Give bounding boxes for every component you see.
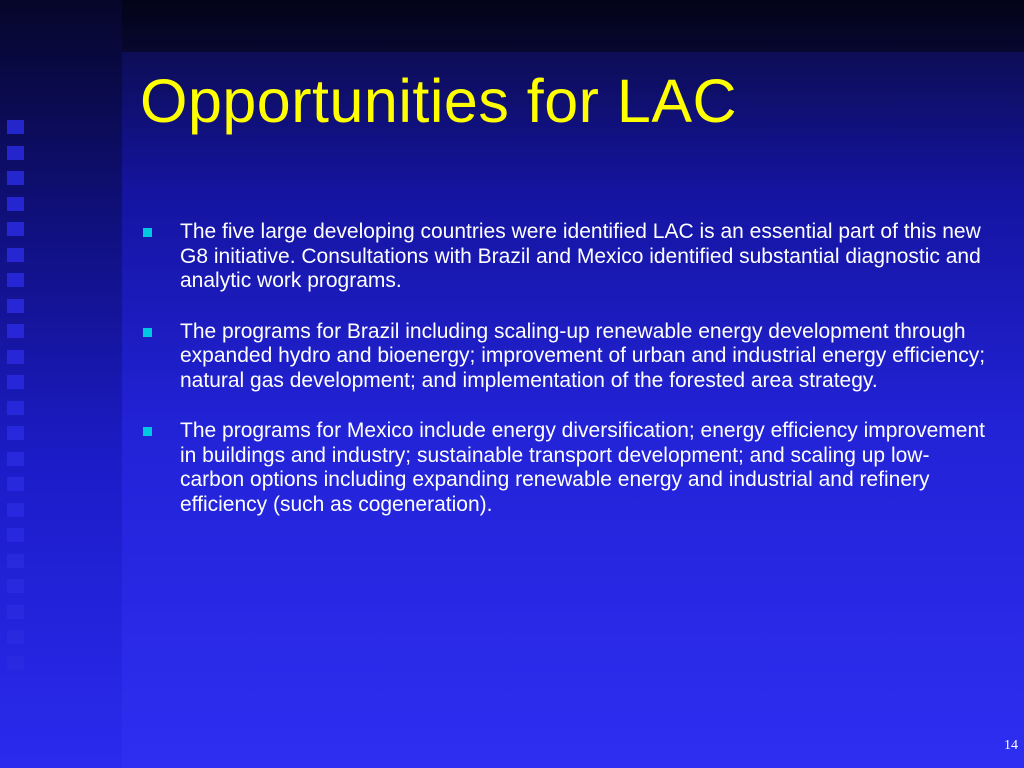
slide-title: Opportunities for LAC — [140, 67, 738, 135]
decorative-square — [7, 477, 24, 491]
decorative-square — [7, 273, 24, 287]
decorative-square — [7, 656, 24, 670]
decorative-square — [7, 605, 24, 619]
bullet-item — [143, 220, 993, 294]
decorative-square — [7, 503, 24, 517]
decorative-square — [7, 452, 24, 466]
decorative-square — [7, 120, 24, 134]
decorative-square — [7, 375, 24, 389]
decorative-square — [7, 350, 24, 364]
decorative-square — [7, 146, 24, 160]
decorative-square — [7, 630, 24, 644]
square-bullet-icon — [143, 427, 152, 436]
bullet-text: The programs for Brazil including scaling-up renewable energy development through expanded hydro and bioenergy; improvement of urban and industrial energy efficiency; natural gas development; and implementation of the forested area strategy. — [180, 319, 986, 392]
decorative-squares — [7, 120, 27, 680]
top-decorative-band — [122, 0, 1024, 52]
square-bullet-icon — [143, 228, 152, 237]
decorative-square — [7, 324, 24, 338]
decorative-square — [7, 197, 24, 211]
decorative-square — [7, 248, 24, 262]
bullet-text: The five large developing countries were identified LAC is an essential part of this new G8 initiative. Consultations with Brazil and Mexico identified substantial diagnostic and analytic work programs. — [180, 220, 981, 292]
decorative-square — [7, 528, 24, 542]
square-bullet-icon — [143, 328, 152, 337]
decorative-square — [7, 579, 24, 593]
bullet-item — [143, 320, 993, 394]
decorative-square — [7, 554, 24, 568]
bullet-item — [143, 419, 993, 517]
decorative-square — [7, 426, 24, 440]
bullet-list — [143, 220, 993, 543]
decorative-square — [7, 401, 24, 415]
page-number: 14 — [1004, 738, 1018, 753]
bullet-text: The programs for Mexico include energy diversification; energy efficiency improvement in buildings and industry; sustainable transport development; and scaling up low-carbon options including expanding renewable energy and industrial and refinery efficiency (such as cogeneration). — [180, 419, 985, 516]
decorative-square — [7, 222, 24, 236]
decorative-square — [7, 299, 24, 313]
decorative-square — [7, 171, 24, 185]
